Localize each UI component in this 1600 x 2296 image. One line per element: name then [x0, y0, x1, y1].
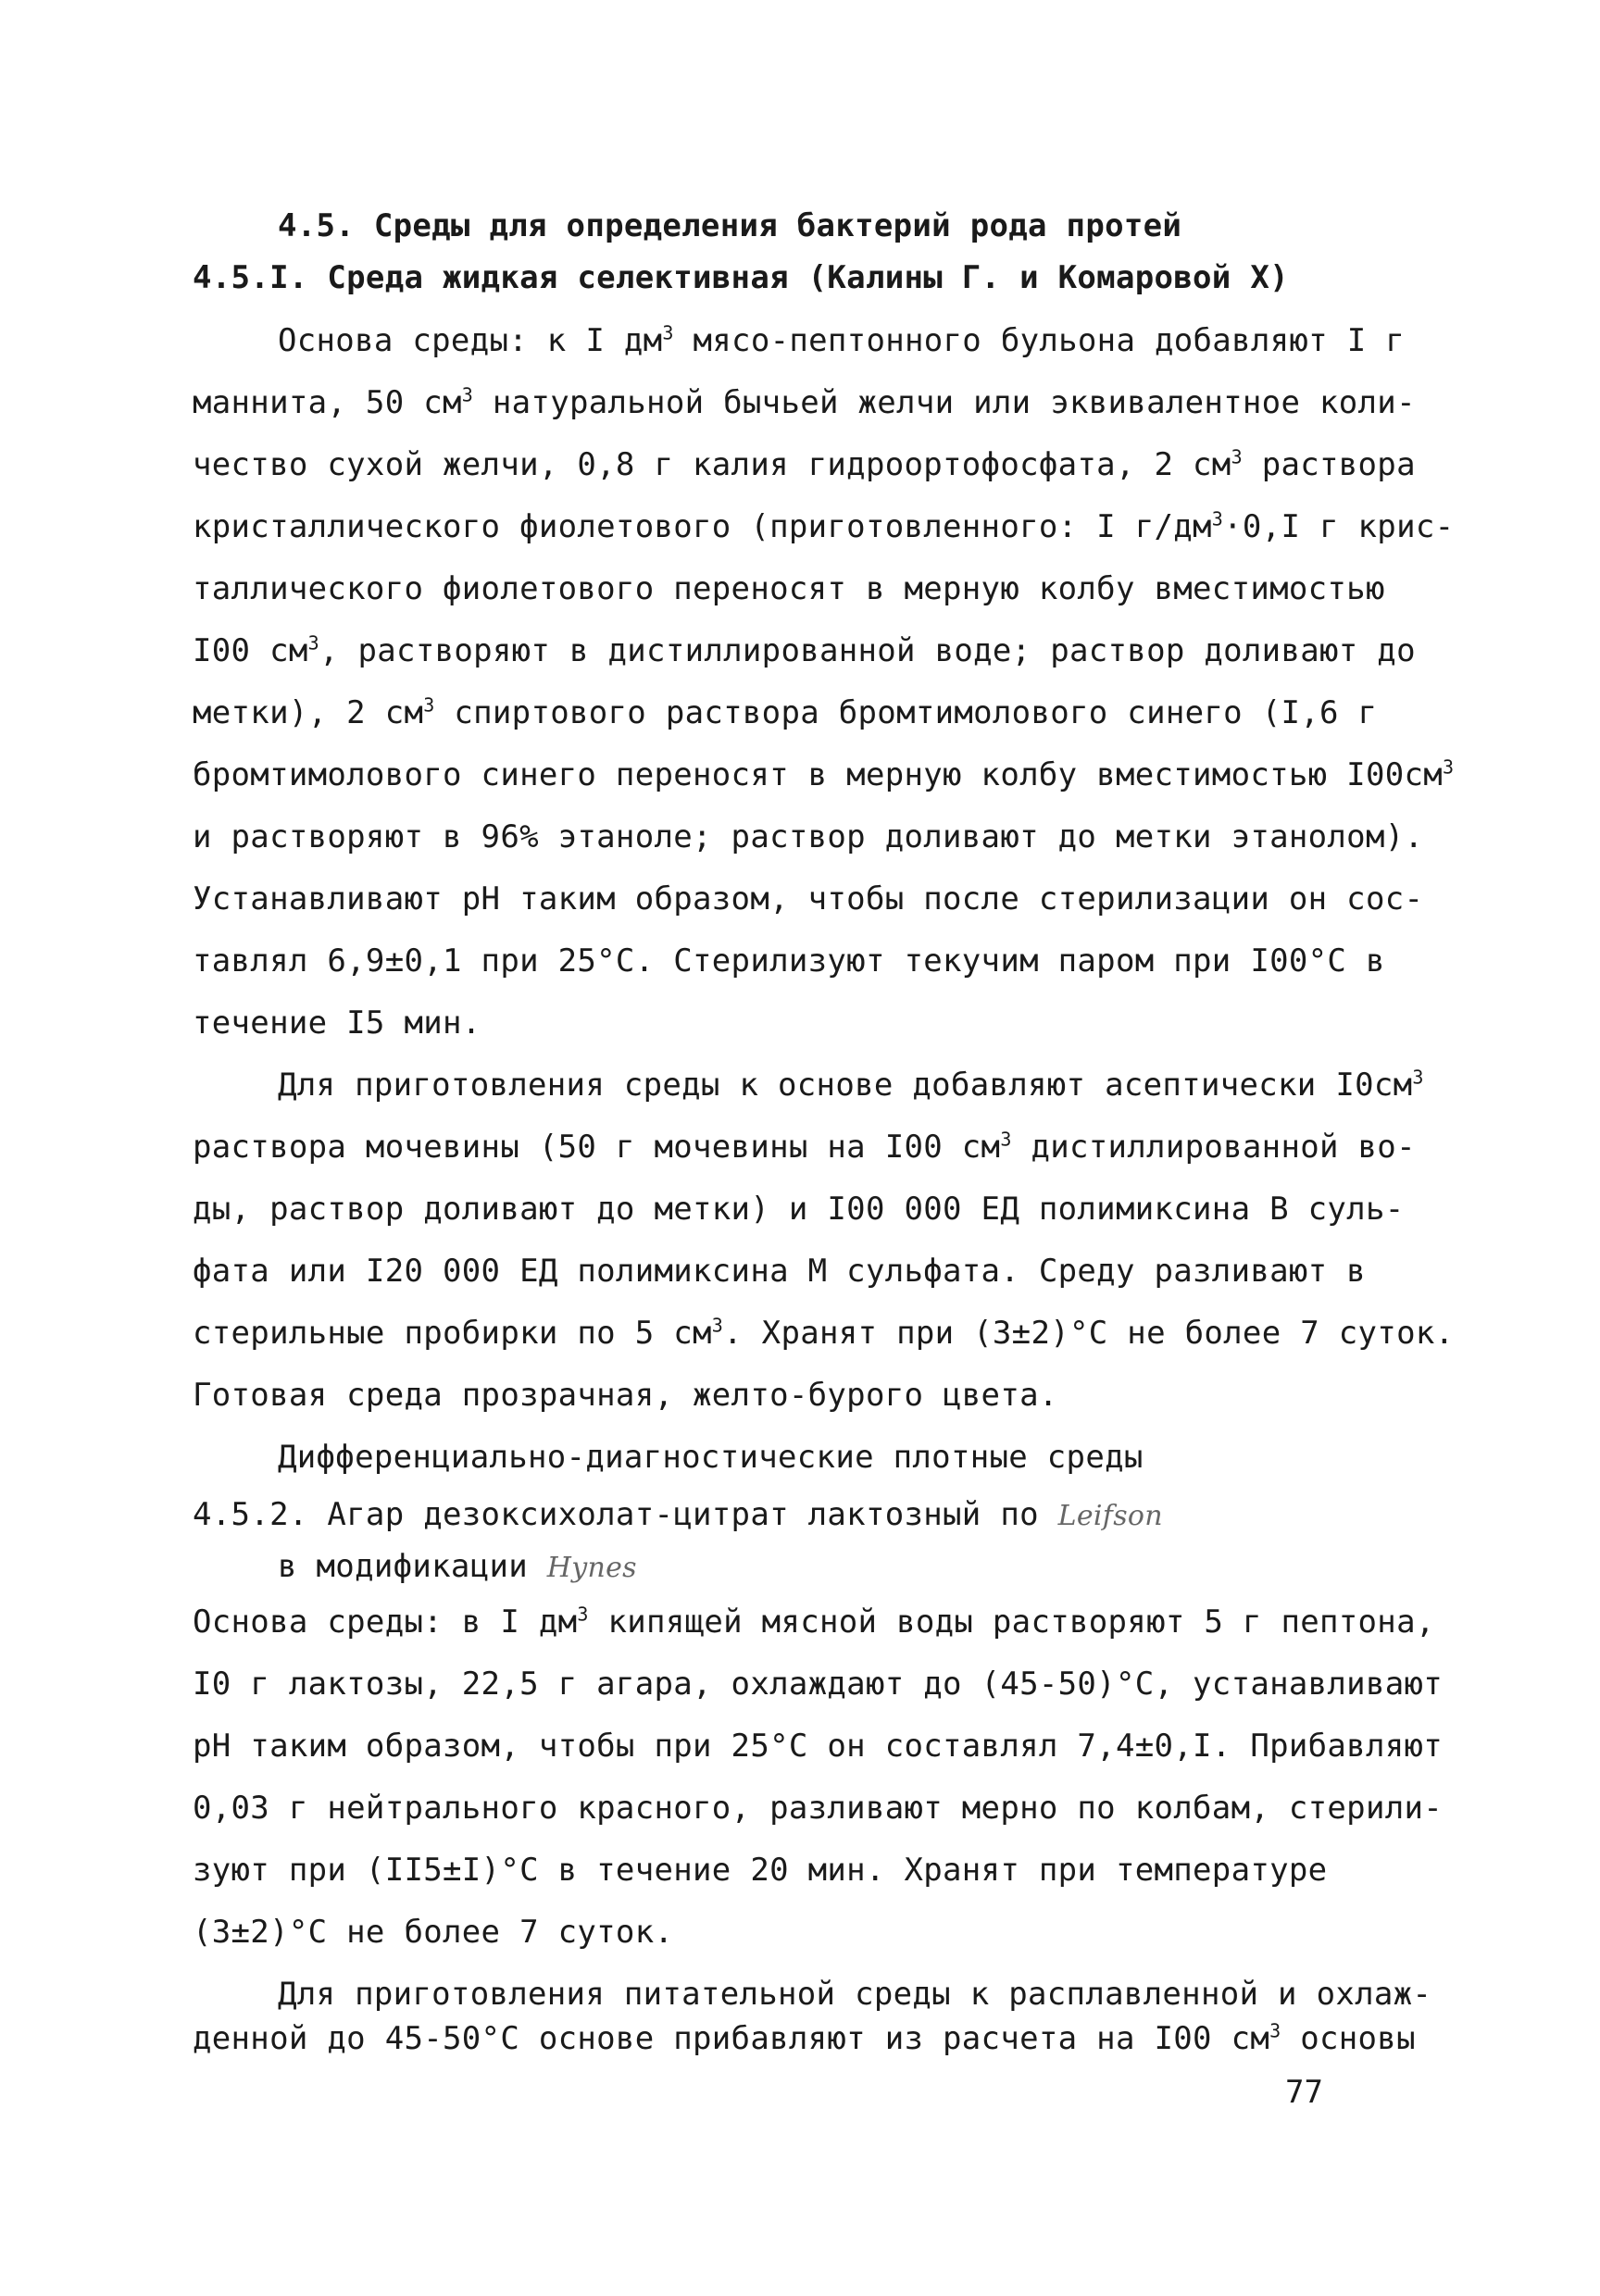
diff-media-heading: Дифференциально-диагностические плотные среды: [278, 1439, 1144, 1476]
text-line: денной до 45-50°C основе прибавляют из расчета на I00 $см^3$ основы: [193, 2019, 1416, 2057]
text-line: (3±2)°C не более 7 суток.: [193, 1914, 674, 1951]
handwritten-author-2: Hynes: [546, 1552, 637, 1584]
text-line: чество сухой желчи, 0,8 г калия гидроортофосфата, 2 $см^3$ раствора: [193, 445, 1416, 483]
text-line: Устанавливают pH таким образом, чтобы после стерилизации он сос-: [193, 880, 1424, 917]
text-line: тавлял 6,9±0,1 при 25°C. Стерилизуют текучим паром при I00°C в: [193, 942, 1385, 980]
section-4-5-2-heading: 4.5.2. Агар дезоксихолат-цитрат лактозный по Leifson: [193, 1496, 1163, 1533]
text-line: стерильные пробирки по 5 $см^3$. Хранят при (3±2)°C не более 7 суток.: [193, 1314, 1455, 1352]
page-number: 77: [1285, 2074, 1323, 2111]
text-line: 0,03 г нейтрального красного, разливают мерно по колбам, стерили-: [193, 1790, 1444, 1827]
text-line: Для приготовления среды к основе добавляют асептически $I0см^3$: [278, 1066, 1424, 1104]
text-line: метки), 2 $см^3$ спиртового раствора бромтимолового синего (I,6 г: [193, 693, 1378, 731]
text-line: Основа среды: к I $дм^3$ мясо-пептонного бульона добавляют I г: [278, 321, 1405, 359]
section-4-5-2-heading-line2: в модификации Hynes: [278, 1548, 637, 1585]
text-line: Для приготовления питательной среды к расплавленной и охлаж-: [278, 1976, 1432, 2013]
text-line: бромтимолового синего переносят в мерную колбу вместимостью $I00см^3$: [193, 755, 1455, 793]
section-4-5-1-heading: 4.5.I. Среда жидкая селективная (Калины Г. и Комаровой Х): [193, 259, 1289, 296]
text-line: течение I5 мин.: [193, 1004, 481, 1042]
handwritten-author-1: Leifson: [1057, 1500, 1163, 1532]
text-line: и растворяют в 96% этаноле; раствор доливают до метки этанолом).: [193, 818, 1424, 855]
text-line: I0 г лактозы, 22,5 г агара, охлаждают до (45-50)°C, устанавливают: [193, 1666, 1444, 1703]
text-line: pH таким образом, чтобы при 25°C он составлял 7,4±0,I. Прибавляют: [193, 1728, 1444, 1765]
text-line: I00 $см^3$, растворяют в дистиллированной воде; раствор доливают до: [193, 631, 1416, 669]
text-line: таллического фиолетового переносят в мерную колбу вместимостью: [193, 570, 1385, 607]
section-4-5-heading: 4.5. Среды для определения бактерий рода протей: [278, 207, 1182, 244]
text-line: зуют при (II5±I)°C в течение 20 мин. Хранят при температуре: [193, 1852, 1328, 1889]
text-line: Готовая среда прозрачная, желто-бурого цвета.: [193, 1377, 1058, 1414]
text-line: кристаллического фиолетового (приготовленного: I $г/дм^3\cdot 0,I$ г крис-: [193, 507, 1455, 545]
text-line: фата или I20 000 ЕД полимиксина М сульфата. Среду разливают в: [193, 1253, 1366, 1290]
text-line: Основа среды: в I $дм^3$ кипящей мясной воды растворяют 5 г пептона,: [193, 1603, 1435, 1641]
text-line: ды, раствор доливают до метки) и I00 000 ЕД полимиксина В суль-: [193, 1191, 1405, 1228]
text-line: раствора мочевины (50 г мочевины на I00 $см^3$ дистиллированной во-: [193, 1128, 1416, 1166]
text-line: маннита, 50 $см^3$ натуральной бычьей желчи или эквивалентное коли-: [193, 383, 1416, 421]
